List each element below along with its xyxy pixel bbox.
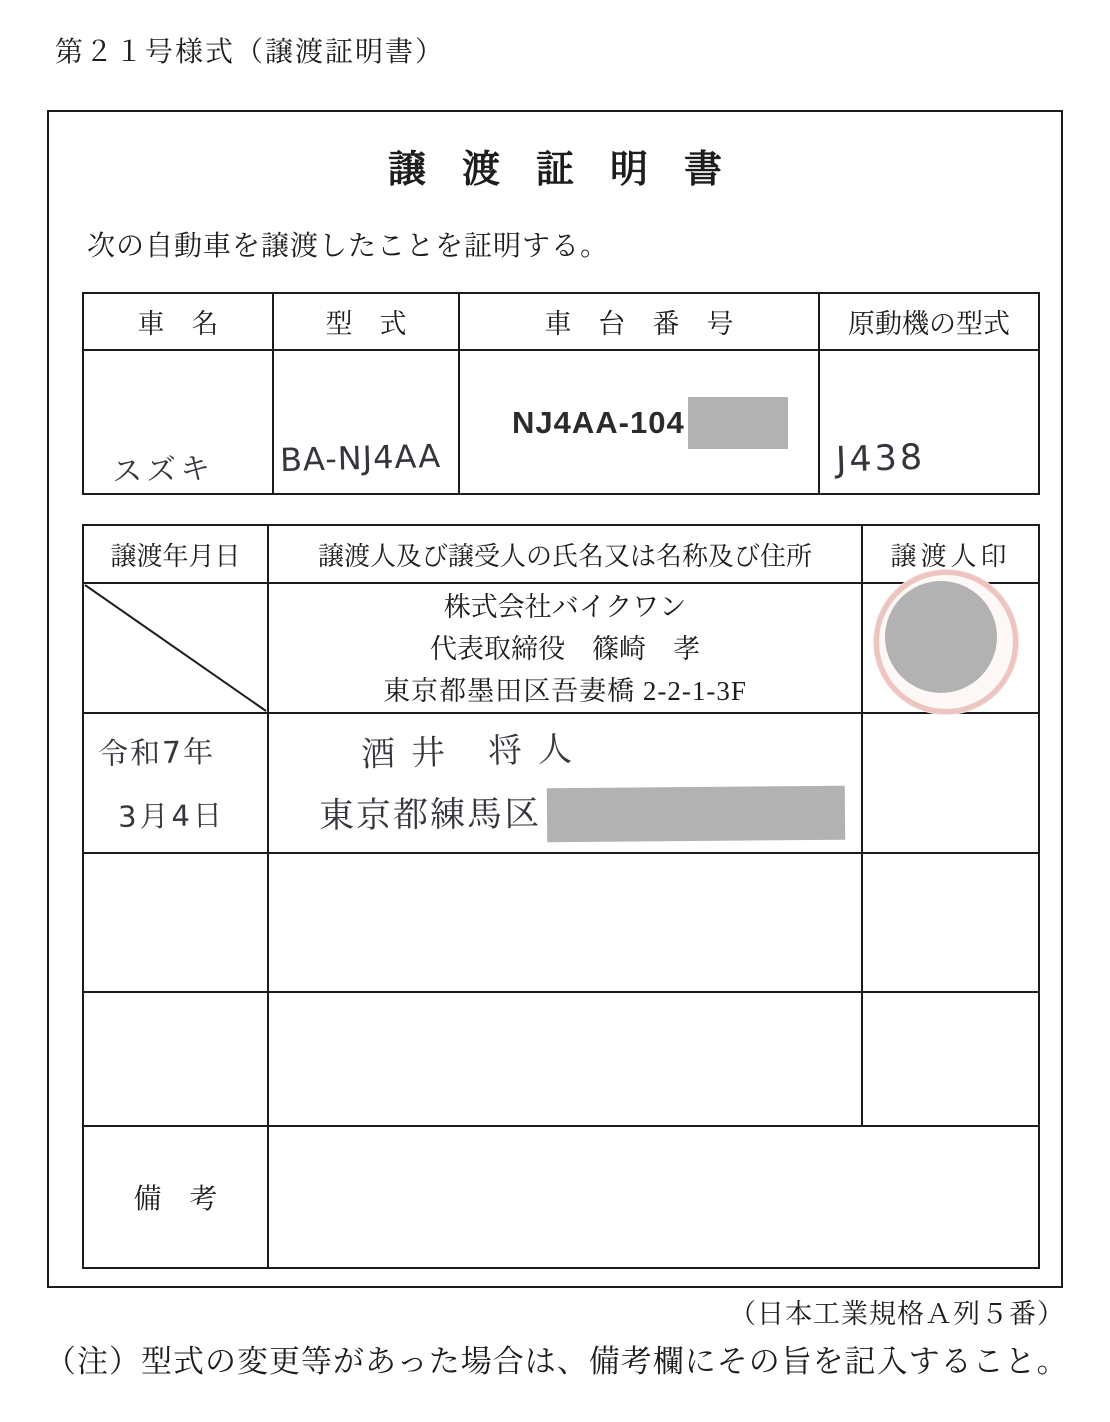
chassis-number-value: [512, 397, 788, 449]
cell-vehicle-model: [273, 350, 459, 494]
cell-empty-info: [268, 992, 862, 1126]
vehicle-info-table: [82, 292, 1040, 495]
footnote-instruction: （注）型式の変更等があった場合は、備考欄にその旨を記入すること。: [45, 1344, 1069, 1379]
header-parties: 譲渡人及び譲受人の氏名又は名称及び住所: [268, 525, 862, 583]
cell-empty-date: [83, 992, 268, 1126]
empty-transfer-row: [83, 853, 1039, 992]
remarks-row: [83, 1126, 1039, 1268]
empty-transfer-row: [83, 992, 1039, 1126]
header-chassis-number: 車 台 番 号: [459, 293, 819, 350]
header-transferor-seal: 譲渡人印: [862, 525, 1039, 583]
cell-empty-seal: [862, 992, 1039, 1126]
handwritten-vehicle-model: BA-NJ4AA: [279, 436, 442, 480]
transferor-row: [83, 583, 1039, 713]
cell-empty-date: [83, 853, 268, 992]
cell-vehicle-name: [83, 350, 273, 494]
header-transfer-date: 譲渡年月日: [83, 525, 268, 583]
transferor-address: 東京都墨田区吾妻橋 2-2-1-3F: [383, 676, 747, 706]
cell-engine-model: [819, 350, 1039, 494]
address-redaction-box: [547, 786, 845, 843]
handwritten-transferee-address: [319, 784, 845, 845]
vehicle-table-header-row: [83, 293, 1039, 350]
page-title: 譲渡証明書: [387, 149, 758, 191]
transferor-representative: 代表取締役 篠崎 孝: [430, 634, 700, 664]
remarks-label: 備 考: [83, 1126, 268, 1268]
cell-transferee-info: [268, 713, 862, 853]
form-number-label: 第２１号様式（譲渡証明書）: [55, 37, 446, 68]
cell-transferee-seal-empty: [862, 713, 1039, 853]
handwritten-date-monthday: 3月4日: [117, 798, 226, 834]
vehicle-table-value-row: [83, 350, 1039, 494]
handwritten-engine-model: J438: [835, 437, 926, 481]
transferor-info-lines: [269, 584, 861, 712]
transfer-table-header-row: [83, 525, 1039, 583]
cell-empty-seal: [862, 853, 1039, 992]
cell-transferor-info: [268, 583, 862, 713]
chassis-redaction-box: [688, 397, 788, 449]
handwritten-date-year: 令和7年: [97, 734, 216, 773]
header-engine-model: 原動機の型式: [819, 293, 1039, 350]
jis-standard-note: （日本工業規格Ａ列５番）: [729, 1299, 1065, 1329]
cell-transferee-date: [83, 713, 268, 853]
handwritten-transferee-name: 酒井 将人: [360, 729, 589, 775]
cell-transferor-seal: [862, 583, 1039, 713]
diagonal-slash: [84, 584, 267, 712]
chassis-number-text: NJ4AA-104: [512, 405, 685, 440]
remarks-value-cell: [268, 1126, 1039, 1268]
header-vehicle-model: 型 式: [273, 293, 459, 350]
document-border-box: [47, 110, 1063, 1288]
transferor-company: 株式会社バイクワン: [443, 592, 687, 622]
transferee-address-prefix: 東京都練馬区: [318, 794, 542, 837]
intro-statement: 次の自動車を譲渡したことを証明する。: [87, 231, 610, 262]
transferee-row: [83, 713, 1039, 853]
stamp-redaction-circle: [885, 581, 997, 693]
cell-chassis-number: [459, 350, 819, 494]
cell-transferor-date-slashed: [83, 583, 268, 713]
hanko-stamp-icon: [874, 570, 1018, 714]
header-vehicle-name: 車 名: [83, 293, 273, 350]
cell-empty-info: [268, 853, 862, 992]
handwritten-vehicle-name: スズキ: [111, 451, 215, 490]
transfer-record-table: [82, 524, 1040, 1269]
